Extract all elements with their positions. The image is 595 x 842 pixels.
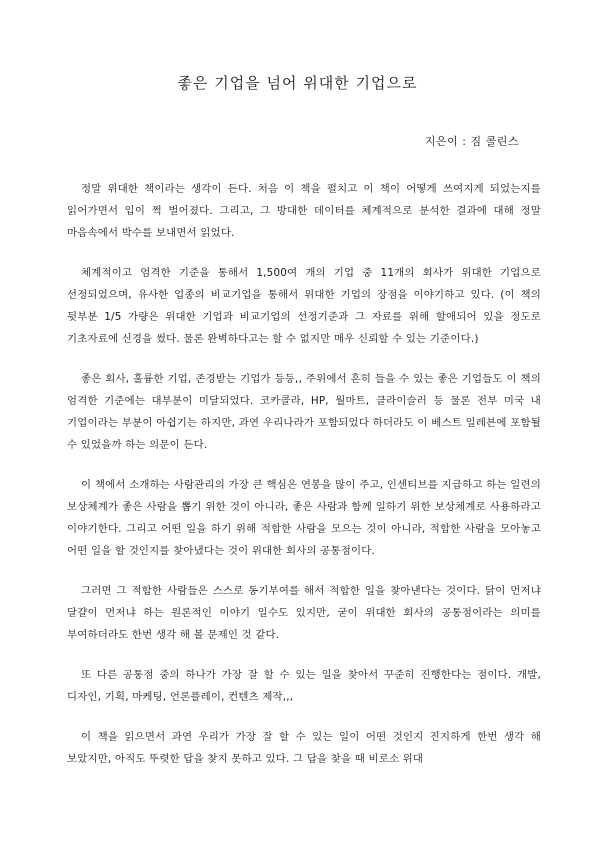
paragraph: 또 다른 공통점 중의 하나가 가장 잘 할 수 있는 일을 찾아서 꾸준히 진행한다는 점이다. 개발, 디자인, 기획, 마케팅, 언론플레이, 컨텐츠 제작,,, [67, 669, 541, 703]
paragraph: 정말 위대한 책이라는 생각이 든다. 처음 이 책을 펼치고 이 책이 어떻게 쓰여지게 되었는지를 읽어가면서 입이 쩍 벌어졌다. 그리고, 그 방대한 데이터를 체계적으로 분석한 결과에 대해 정말 마음속에서 박수를 보내면서 읽었다. [67, 183, 541, 239]
paragraph: 체계적이고 엄격한 기준을 통해서 1,500여 개의 기업 중 11개의 회사가 위대한 기업으로 선정되었으며, 유사한 업종의 비교기업을 통해서 위대한 기업의 장점을 이야기하고 있다. (이 책의 뒷부분 1/5 가량은 위대한 기업과 비교기업의 선정기준과 그 자료를 위해 할애되어 있을 정도로 기초자료에 신경을 썼다. 물론 완벽하다고는 할 수 없지만 매우 신뢰할 수 있는 기준이다.) [67, 267, 541, 345]
paragraph: 이 책을 읽으면서 과연 우리가 가장 잘 할 수 있는 일이 어떤 것인지 진지하게 한번 생각 해 보았지만, 아직도 뚜렷한 답을 찾지 못하고 있다. 그 답을 찾을 때 비로소 위대 [67, 731, 541, 765]
page-title: 좋은 기업을 넘어 위대한 기업으로 [177, 74, 418, 92]
paragraph: 그러면 그 적합한 사람들은 스스로 동기부여를 해서 적합한 일을 찾아낸다는 것이다. 닭이 먼저냐 달걀이 먼저냐 하는 원론적인 이야기 일수도 있지만, 굳이 위대한 회사의 공통점이라는 의미를 부여하더라도 한번 생각 해 볼 문제인 것 같다. [67, 585, 541, 641]
paragraph: 좋은 회사, 훌륭한 기업, 존경받는 기업가 등등,, 주위에서 흔히 들을 수 있는 좋은 기업들도 이 책의 엄격한 기준에는 대부분이 미달되었다. 코카콜라, HP, 월마트, 클라이슬러 등 물론 전부 미국 내 기업이라는 부분이 아쉽기는 하지만, 과연 우리나라가 포함되었다 하더라도 이 베스트 일레븐에 포함될 수 있었을까 하는 의문이 든다. [67, 373, 541, 451]
author-line: 지은이 : 짐 콜린스 [424, 135, 519, 148]
paragraph: 이 책에서 소개하는 사람관리의 가장 큰 핵심은 연봉을 많이 주고, 인센티브를 지급하고 하는 일련의 보상체계가 좋은 사람을 뽑기 위한 것이 아니라, 좋은 사람과 함께 일하기 위한 보상체계로 사용하라고 이야기한다. 그리고 어떤 일을 하기 위해 적합한 사람을 모으는 것이 아니라, 적합한 사람을 모아놓고 어떤 일을 할 것인지를 찾아냈다는 것이 위대한 회사의 공통점이다. [67, 479, 541, 557]
document-body [67, 178, 541, 788]
